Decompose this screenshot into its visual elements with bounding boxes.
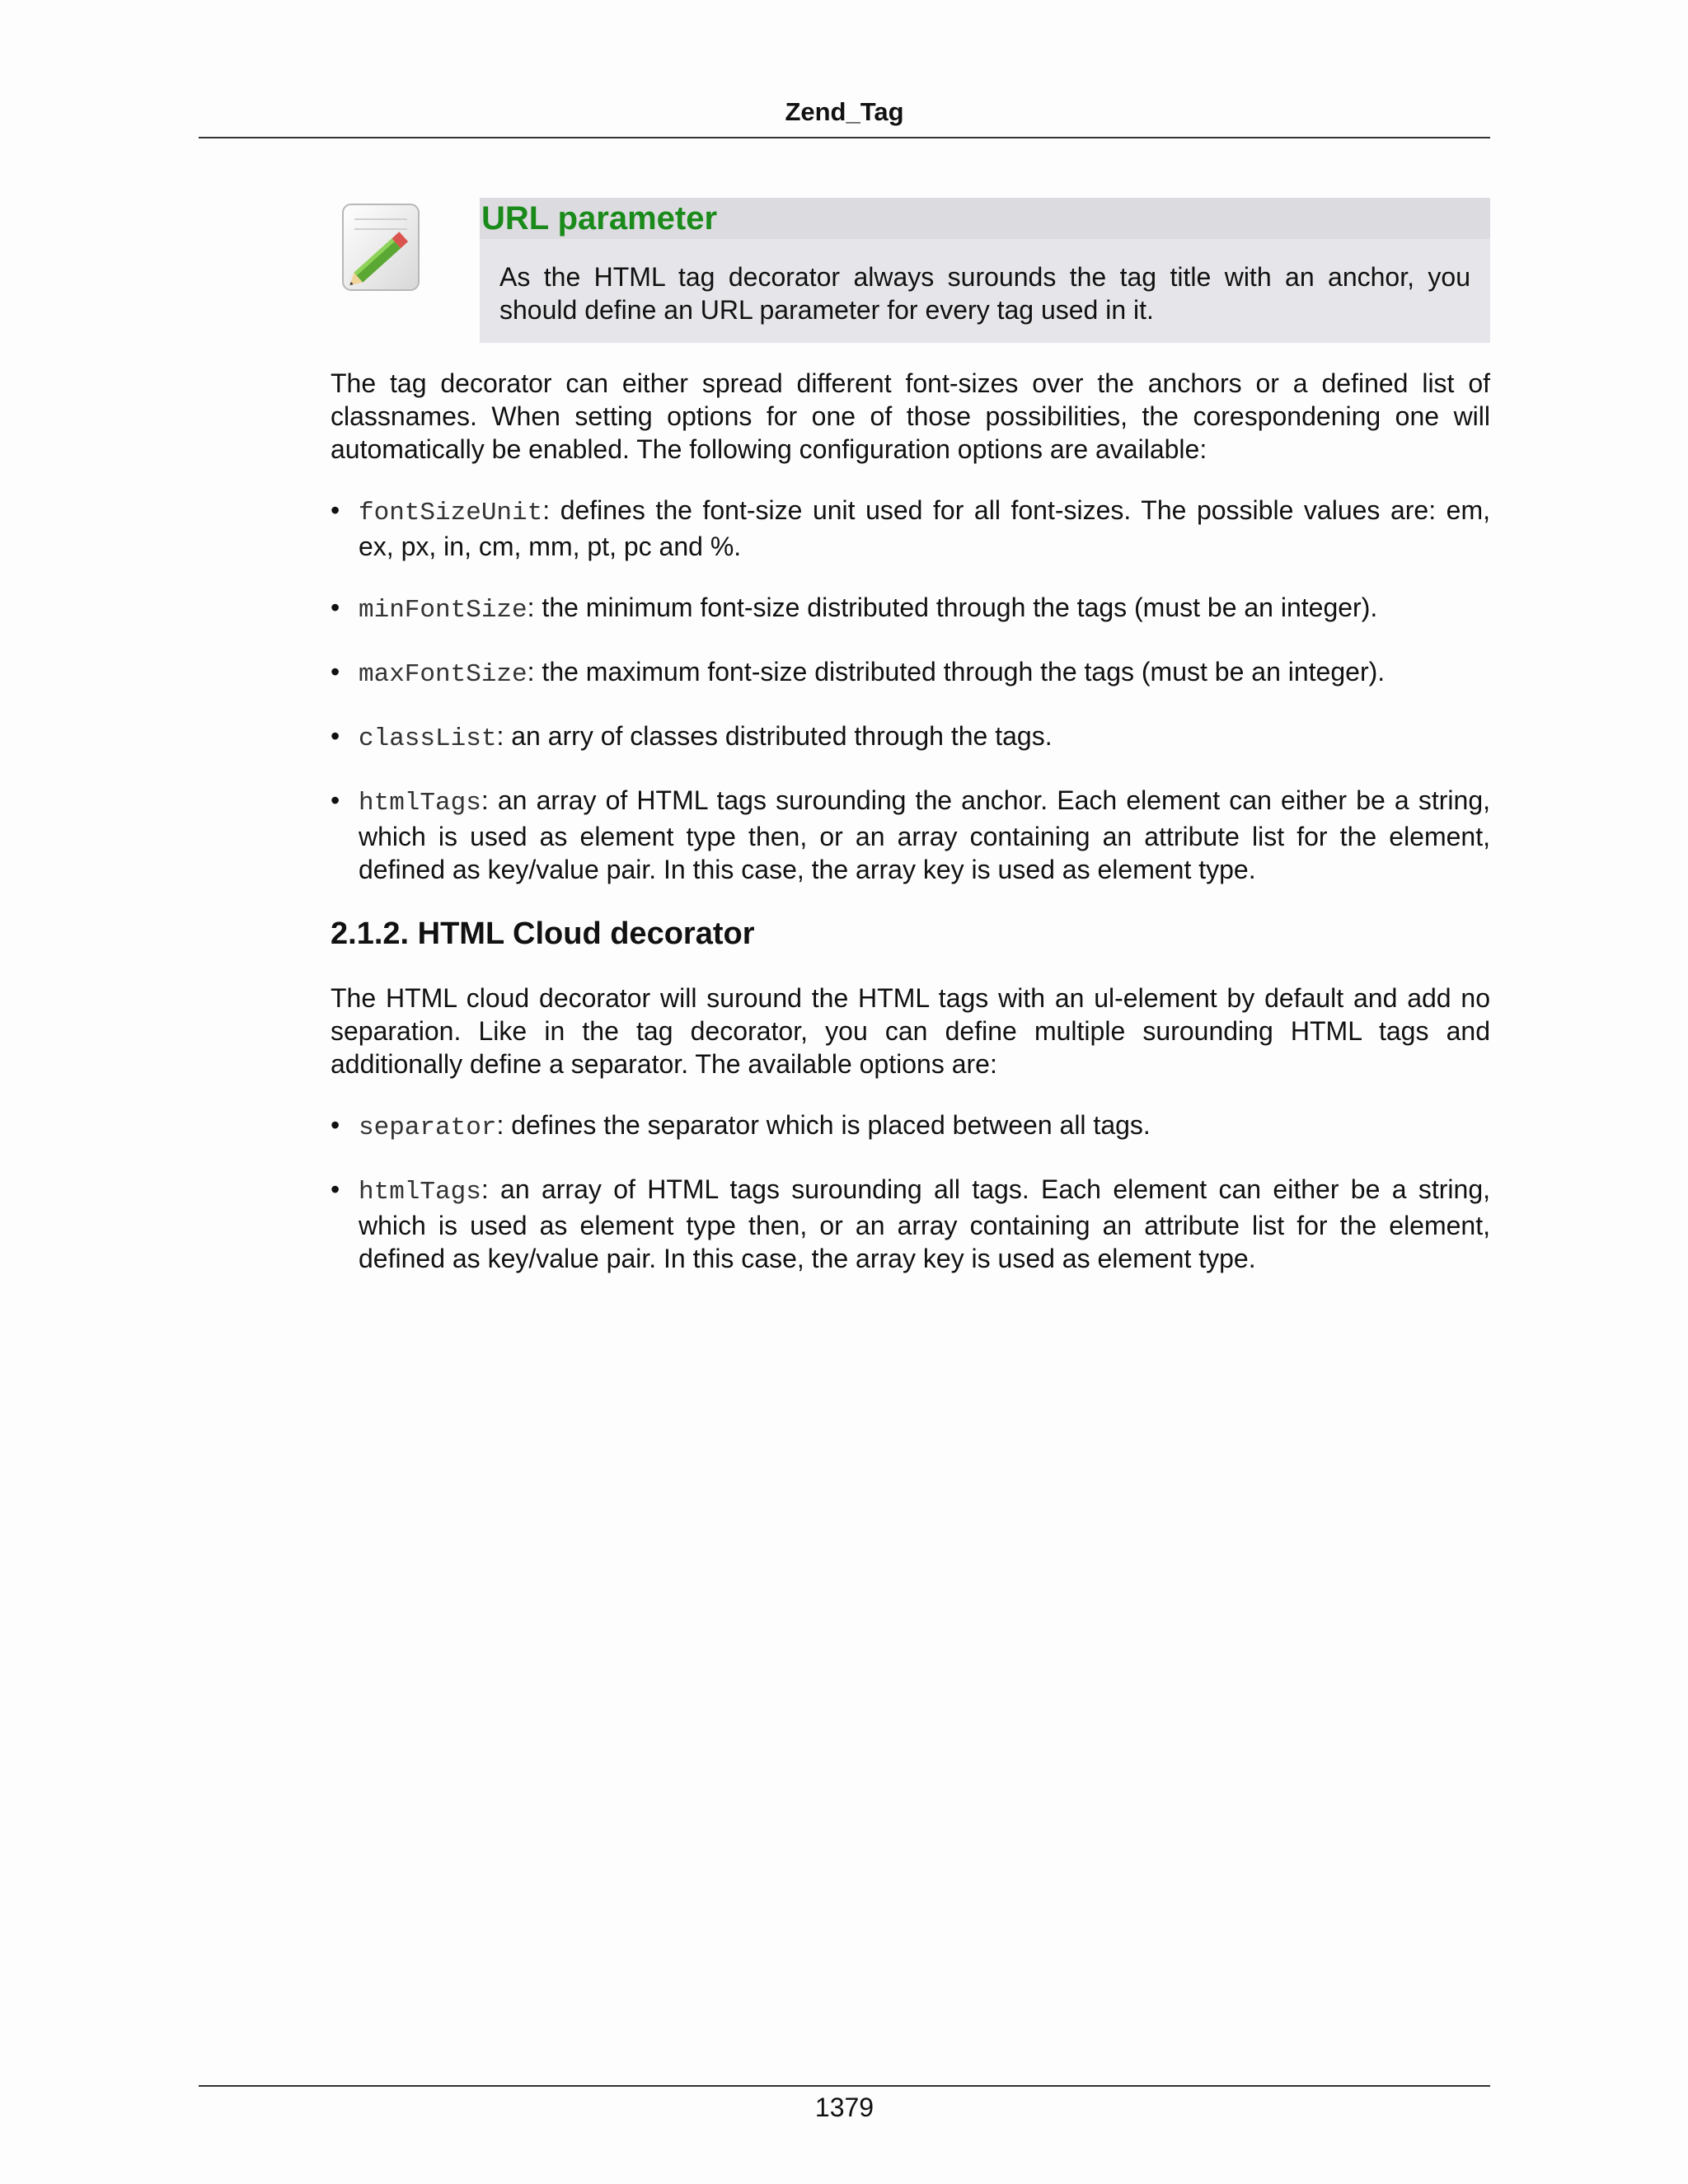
main-content xyxy=(331,367,1490,1303)
list-item xyxy=(331,1173,1490,1275)
bullet: • xyxy=(331,495,340,525)
option-name: htmlTags xyxy=(359,789,481,818)
bullet: • xyxy=(331,1174,340,1204)
note-body: As the HTML tag decorator always surounds the tag title with an anchor, you should define an URL parameter for every tag used in it. xyxy=(499,262,1470,325)
option-name: separator xyxy=(359,1113,497,1142)
page-header-title: Zend_Tag xyxy=(785,97,904,126)
header-rule xyxy=(199,137,1490,138)
option-name: classList xyxy=(359,724,497,753)
page-number: 1379 xyxy=(814,2093,874,2122)
cloud-options-list xyxy=(331,1108,1490,1275)
note-box xyxy=(480,198,1490,343)
option-desc: : an array of HTML tags surounding all tags. Each element can either be a string, which is used as element type then, or an array containing an attribute list for the element, defined as key/value pair. In this case, the array key is used as element type. xyxy=(359,1174,1490,1273)
section-intro-paragraph: The HTML cloud decorator will suround the HTML tags with an ul-element by default and add no separation. Like in the tag decorator, you can define multiple surounding HTML tags and additionally define a separator. The available options are: xyxy=(331,983,1490,1079)
bullet: • xyxy=(331,785,340,815)
list-item xyxy=(331,591,1490,627)
option-desc: : an arry of classes distributed through the tags. xyxy=(496,721,1053,751)
bullet: • xyxy=(331,657,340,687)
option-desc: : the minimum font-size distributed through the tags (must be an integer). xyxy=(527,593,1378,622)
list-item xyxy=(331,784,1490,886)
option-name: htmlTags xyxy=(359,1178,481,1207)
tag-options-list xyxy=(331,494,1490,886)
option-desc: : the maximum font-size distributed through the tags (must be an integer). xyxy=(527,657,1386,687)
list-item xyxy=(331,1108,1490,1145)
option-name: maxFontSize xyxy=(359,660,528,689)
option-name: minFontSize xyxy=(359,596,528,625)
intro-paragraph: The tag decorator can either spread different font-sizes over the anchors or a defined list of classnames. When setting options for one of those possibilities, the corespondening one will automatically be enabled. The following configuration options are available: xyxy=(331,368,1490,464)
bullet: • xyxy=(331,593,340,622)
note-title: URL parameter xyxy=(480,198,1490,239)
option-desc: : an array of HTML tags surounding the anchor. Each element can either be a string, which is used as element type then, or an array containing an attribute list for the element, defined as key/value pair. In this case, the array key is used as element type. xyxy=(359,785,1490,884)
list-item xyxy=(331,655,1490,691)
list-item xyxy=(331,719,1490,756)
note-pencil-icon xyxy=(336,201,427,300)
option-desc: : defines the font-size unit used for all font-sizes. The possible values are: em, ex, px, in, cm, mm, pt, pc and %. xyxy=(359,495,1490,561)
bullet: • xyxy=(331,721,340,751)
footer-rule xyxy=(199,2085,1490,2087)
list-item xyxy=(331,494,1490,563)
section-heading: 2.1.2. HTML Cloud decorator xyxy=(331,916,755,951)
option-name: fontSizeUnit xyxy=(359,499,543,527)
bullet: • xyxy=(331,1110,340,1140)
option-desc: : defines the separator which is placed between all tags. xyxy=(496,1110,1151,1140)
